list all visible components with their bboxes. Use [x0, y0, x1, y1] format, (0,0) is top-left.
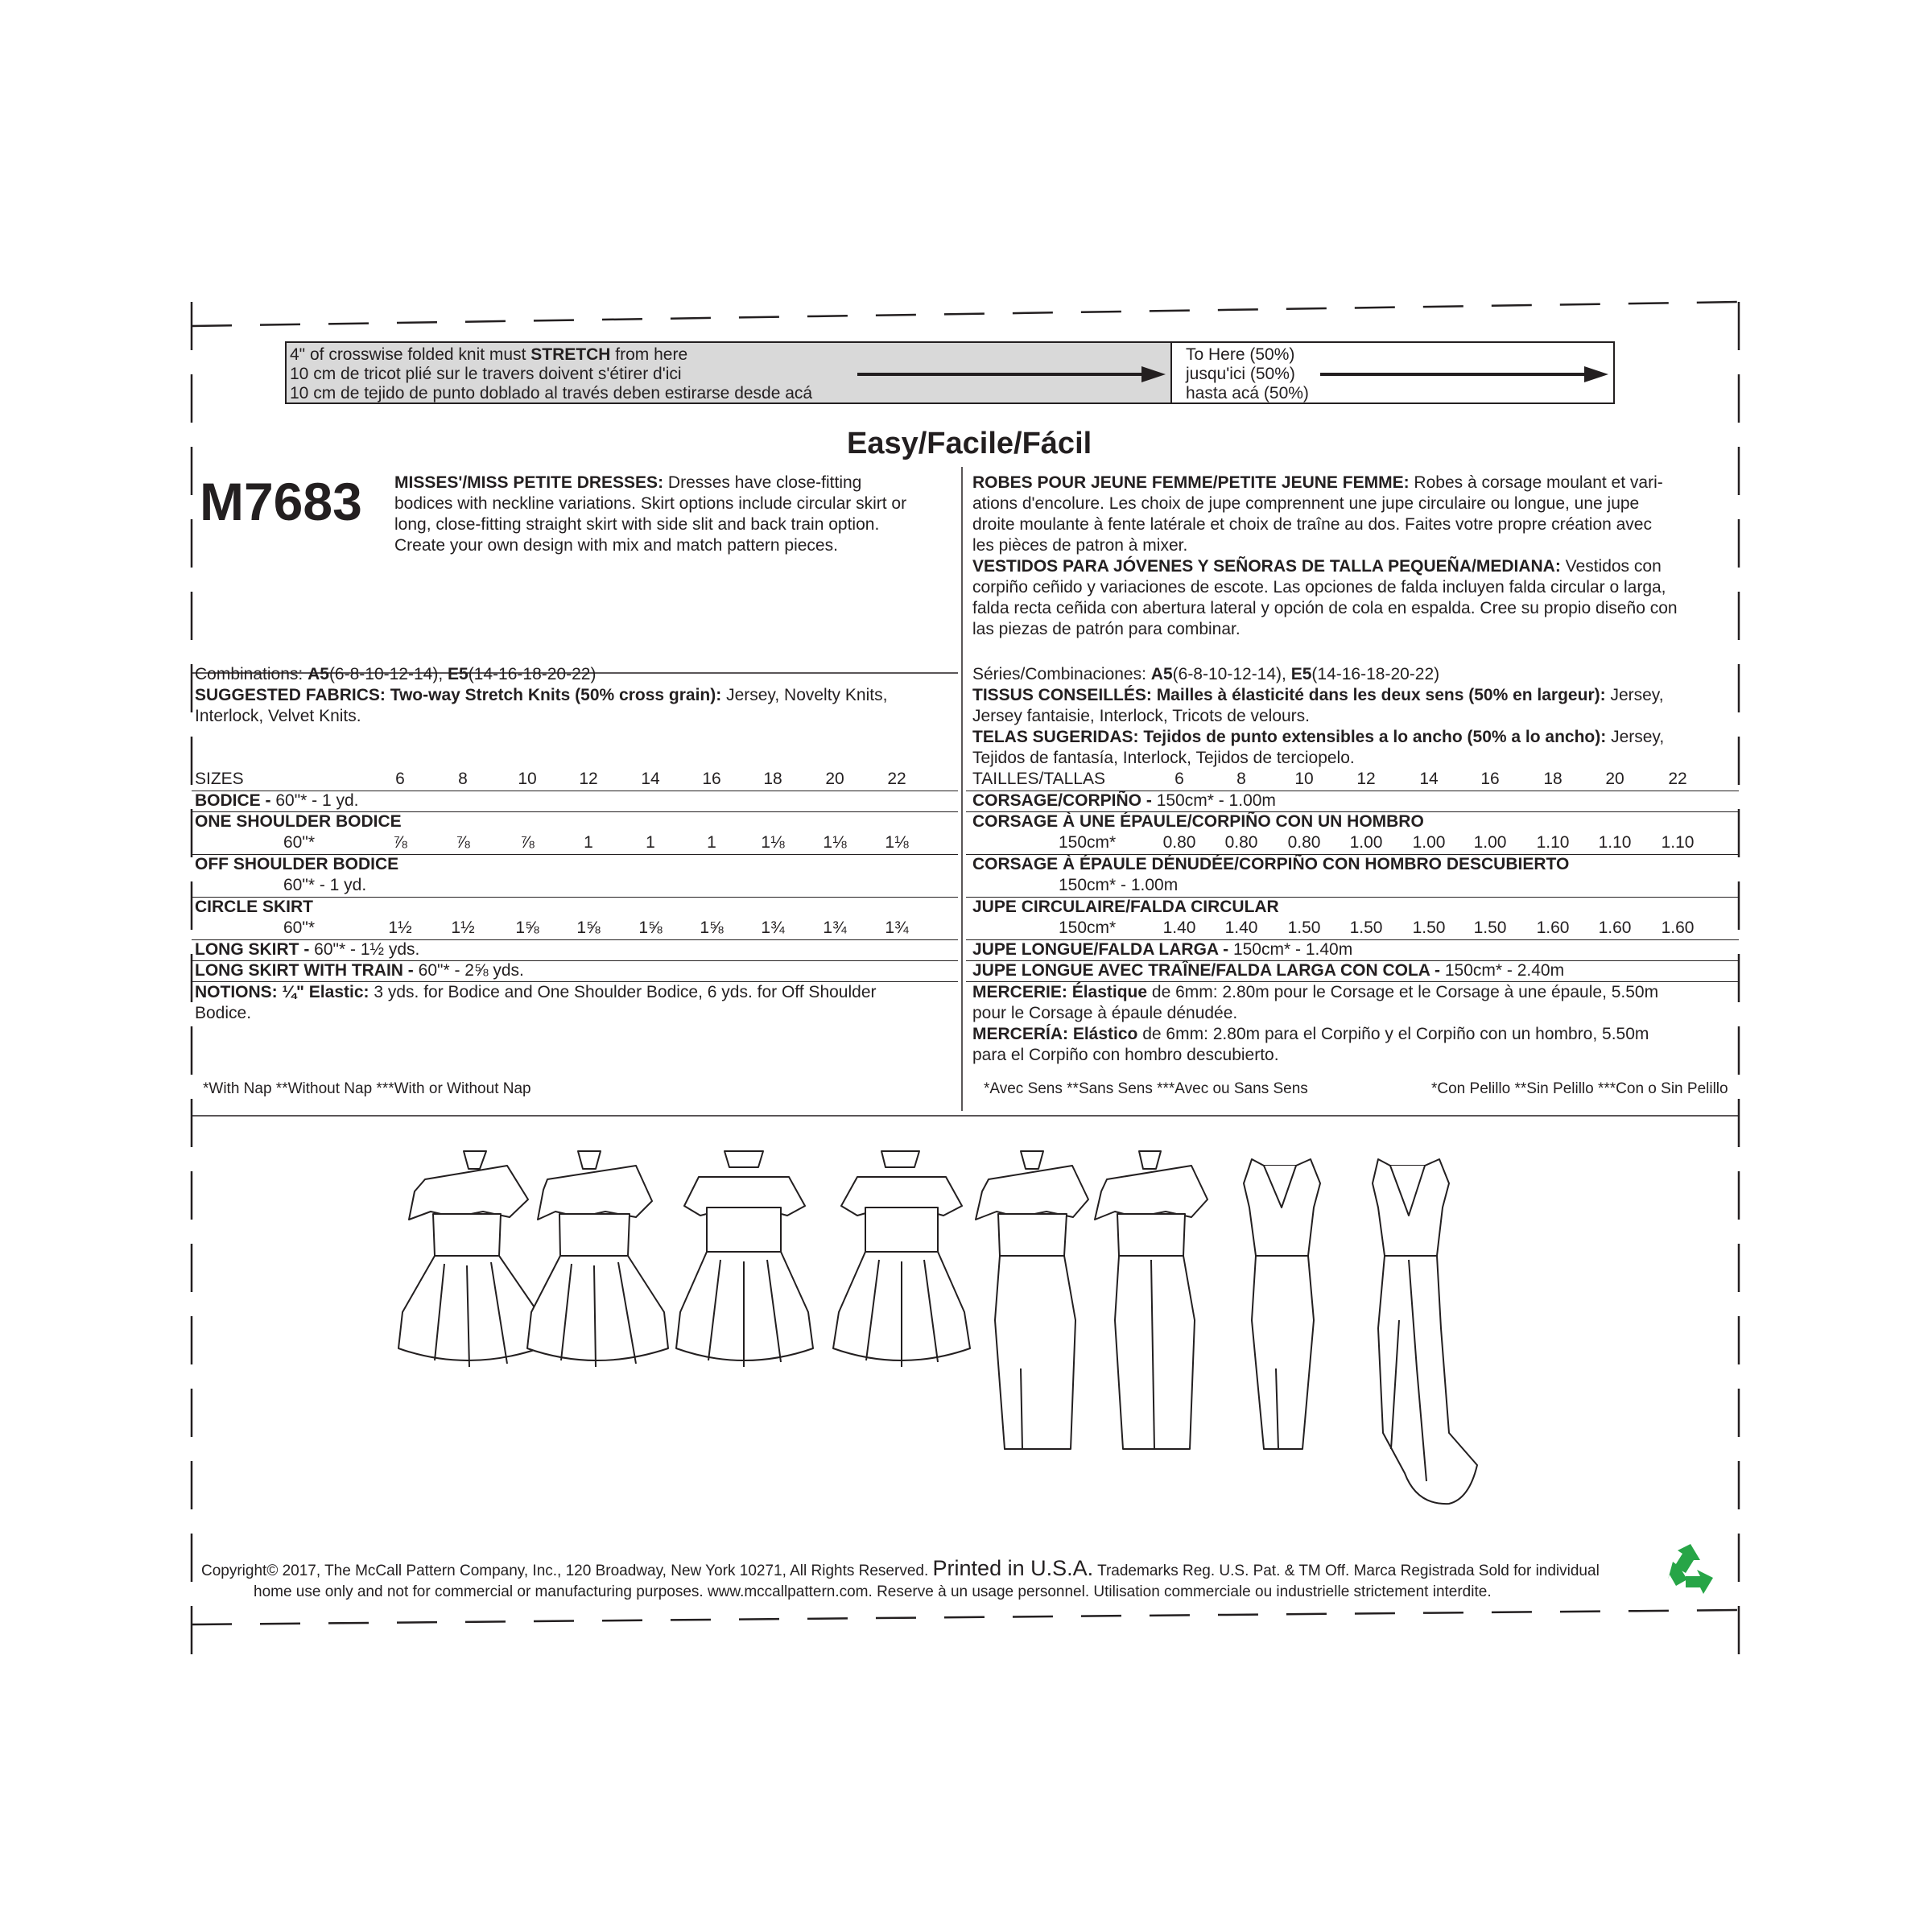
size-header-cell: 14 — [1419, 770, 1439, 788]
sketch-v-neck-long-front — [1244, 1159, 1320, 1449]
sketch-one-shoulder-circle-front — [398, 1151, 539, 1367]
gauge-left-line-1: 4" of crosswise folded knit must STRETCH from here — [290, 345, 688, 364]
one-shoulder-value-en: ⅞ — [520, 833, 535, 852]
gauge-left-line-2: 10 cm de tricot plié sur le travers doivent s'étirer d'ici — [290, 365, 682, 383]
one-shoulder-value-fr: 1.00 — [1473, 833, 1507, 852]
one-shoulder-label-fr: CORSAGE À UNE ÉPAULE/CORPIÑO CON UN HOMBRO — [972, 812, 1424, 831]
size-header-cell: 18 — [763, 770, 782, 788]
one-shoulder-value-fr: 1.10 — [1598, 833, 1632, 852]
description-fr-line-4: les pièces de patron à mixer. — [972, 536, 1188, 555]
gauge-left-line-3: 10 cm de tejido de punto doblado al través deben estirarse desde acá — [290, 384, 813, 402]
one-shoulder-value-en: 1 — [646, 833, 655, 852]
circle-skirt-value-fr: 1.60 — [1598, 919, 1632, 937]
sketch-v-back-train — [1373, 1159, 1477, 1504]
nap-legend-fr: *Avec Sens **Sans Sens ***Avec ou Sans Sens — [984, 1080, 1308, 1097]
description-en-line-3: long, close-fitting straight skirt with side slit and back train option. — [394, 515, 880, 534]
copyright-line-1: Copyright© 2017, The McCall Pattern Company, Inc., 120 Broadway, New York 10271, All Rights Reserved. Printed in U.S.A. Trademarks Reg. U.S. Pat. & TM Off. Marca Registrada Sold for individual — [201, 1556, 1600, 1580]
description-fr-line-3: droite moulante à fente latérale et choix de traîne au dos. Faites votre propre création avec — [972, 515, 1652, 534]
sketch-one-shoulder-long-back — [1095, 1151, 1208, 1449]
one-shoulder-value-fr: 0.80 — [1224, 833, 1258, 852]
description-es-line-3: falda recta ceñida con abertura lateral y opción de cola en espalda. Cree su propio diseño con — [972, 599, 1678, 617]
off-shoulder-value-en: 60"* - 1 yd. — [283, 876, 367, 894]
long-skirt-row-en: LONG SKIRT - 60"* - 1½ yds. — [195, 940, 420, 959]
description-es-line-2: corpiño ceñido y variaciones de escote. Las opciones de falda incluyen falda circular o larga, — [972, 578, 1666, 597]
circle-skirt-value-en: 1¾ — [823, 919, 847, 937]
fabrics-en-line-2: Interlock, Velvet Knits. — [195, 707, 361, 725]
sketch-one-shoulder-long-front — [976, 1151, 1088, 1449]
pattern-number: M7683 — [200, 472, 362, 531]
garment-illustrations — [398, 1151, 1477, 1504]
description-fr-line-1: ROBES POUR JEUNE FEMME/PETITE JEUNE FEMME: Robes à corsage moulant et vari- — [972, 473, 1663, 492]
off-shoulder-value-fr: 150cm* - 1.00m — [1059, 876, 1179, 894]
description-en-line-1: MISSES'/MISS PETITE DRESSES: Dresses have close-fitting — [394, 473, 862, 492]
circle-skirt-value-en: 1⅝ — [576, 919, 601, 937]
description-es-line-1: VESTIDOS PARA JÓVENES Y SEÑORAS DE TALLA PEQUEÑA/MEDIANA: Vestidos con — [972, 557, 1662, 576]
circle-skirt-value-fr: 1.50 — [1349, 919, 1383, 937]
gauge-right-line-3: hasta acá (50%) — [1186, 384, 1309, 402]
size-header-cell: 12 — [579, 770, 598, 788]
one-shoulder-value-en: 1⅛ — [885, 833, 909, 852]
one-shoulder-value-en: 1⅛ — [823, 833, 847, 852]
size-header-cell: 22 — [1668, 770, 1687, 788]
sketch-off-shoulder-circle-front — [676, 1151, 813, 1367]
long-skirt-train-row-en: LONG SKIRT WITH TRAIN - 60"* - 2⅝ yds. — [195, 961, 524, 980]
circle-skirt-value-en: 1½ — [451, 919, 475, 937]
copyright-line-2: home use only and not for commercial or manufacturing purposes. www.mccallpattern.com. Reserve à un usage personnel. Utilisation commerciale ou industrielle strictement interdite. — [254, 1583, 1492, 1600]
size-header-cell: 16 — [702, 770, 721, 788]
fabrics-fr-line-2: Jersey fantaisie, Interlock, Tricots de velours. — [972, 707, 1311, 725]
circle-skirt-width-fr: 150cm* — [1059, 919, 1117, 937]
off-shoulder-label-fr: CORSAGE À ÉPAULE DÉNUDÉE/CORPIÑO CON HOMBRO DESCUBIERTO — [972, 855, 1570, 873]
size-header-cell: 10 — [518, 770, 537, 788]
size-header-cell: 8 — [1236, 770, 1246, 788]
circle-skirt-label-fr: JUPE CIRCULAIRE/FALDA CIRCULAR — [972, 898, 1279, 916]
off-shoulder-label-en: OFF SHOULDER BODICE — [195, 855, 399, 873]
nap-legend-es: *Con Pelillo **Sin Pelillo ***Con o Sin Pelillo — [1431, 1080, 1728, 1097]
long-skirt-row-fr: JUPE LONGUE/FALDA LARGA - 150cm* - 1.40m — [972, 940, 1353, 959]
notions-en-line-1: NOTIONS: ¼" Elastic: 3 yds. for Bodice and One Shoulder Bodice, 6 yds. for Off Shoulder — [195, 983, 877, 1001]
nap-legend-en: *With Nap **Without Nap ***With or Without Nap — [203, 1080, 531, 1097]
bodice-row-en: BODICE - 60"* - 1 yd. — [195, 791, 359, 810]
size-header-cell: 18 — [1543, 770, 1563, 788]
size-header-cell: 16 — [1480, 770, 1500, 788]
circle-skirt-value-fr: 1.60 — [1661, 919, 1695, 937]
long-skirt-train-row-fr: JUPE LONGUE AVEC TRAÎNE/FALDA LARGA CON COLA - 150cm* - 2.40m — [972, 961, 1565, 980]
notions-es-line-2: para el Corpiño con hombro descubierto. — [972, 1046, 1279, 1064]
one-shoulder-value-en: ⅞ — [456, 833, 470, 852]
circle-skirt-value-en: 1¾ — [885, 919, 909, 937]
circle-skirt-value-fr: 1.40 — [1224, 919, 1258, 937]
combinations-en: Combinations: A5(6-8-10-12-14), E5(14-16-18-20-22) — [195, 665, 597, 683]
sketch-off-shoulder-circle-back — [833, 1151, 970, 1367]
circle-skirt-value-fr: 1.50 — [1287, 919, 1321, 937]
one-shoulder-value-fr: 1.00 — [1349, 833, 1383, 852]
circle-skirt-value-fr: 1.60 — [1536, 919, 1570, 937]
notions-fr-line-2: pour le Corsage à épaule dénudée. — [972, 1004, 1238, 1022]
fabrics-es-line-2: Tejidos de fantasía, Interlock, Tejidos de terciopelo. — [972, 749, 1355, 767]
one-shoulder-label-en: ONE SHOULDER BODICE — [195, 812, 402, 831]
description-en-line-2: bodices with neckline variations. Skirt options include circular skirt or — [394, 494, 907, 513]
size-header-cell: 12 — [1356, 770, 1376, 788]
fabrics-en-line-1: SUGGESTED FABRICS: Two-way Stretch Knits (50% cross grain): Jersey, Novelty Knits, — [195, 686, 888, 704]
circle-skirt-value-en: 1¾ — [761, 919, 785, 937]
circle-skirt-value-fr: 1.40 — [1162, 919, 1196, 937]
size-header-cell: 14 — [641, 770, 660, 788]
recycle-icon — [1668, 1544, 1713, 1594]
one-shoulder-value-en: 1 — [584, 833, 593, 852]
circle-skirt-value-fr: 1.50 — [1412, 919, 1446, 937]
size-header-cell: 10 — [1294, 770, 1314, 788]
one-shoulder-width-fr: 150cm* — [1059, 833, 1117, 852]
difficulty-title: Easy/Facile/Fácil — [847, 427, 1092, 460]
gauge-right-line-2: jusqu'ici (50%) — [1186, 365, 1295, 383]
notions-fr-line-1: MERCERIE: Élastique de 6mm: 2.80m pour le Corsage et le Corsage à une épaule, 5.50m — [972, 983, 1659, 1001]
one-shoulder-value-fr: 0.80 — [1162, 833, 1196, 852]
one-shoulder-value-fr: 1.10 — [1661, 833, 1695, 852]
notions-es-line-1: MERCERÍA: Elástico de 6mm: 2.80m para el Corpiño y el Corpiño con un hombro, 5.50m — [972, 1025, 1649, 1043]
notions-en-line-2: Bodice. — [195, 1004, 252, 1022]
bodice-row-fr: CORSAGE/CORPIÑO - 150cm* - 1.00m — [972, 791, 1276, 810]
size-header-cell: 22 — [887, 770, 906, 788]
one-shoulder-value-en: 1 — [707, 833, 716, 852]
circle-skirt-value-en: 1⅝ — [638, 919, 663, 937]
combinations-fr: Séries/Combinaciones: A5(6-8-10-12-14), E5(14-16-18-20-22) — [972, 665, 1440, 683]
one-shoulder-value-fr: 1.10 — [1536, 833, 1570, 852]
one-shoulder-value-fr: 0.80 — [1287, 833, 1321, 852]
size-header-cell: 6 — [1174, 770, 1184, 788]
one-shoulder-value-fr: 1.00 — [1412, 833, 1446, 852]
fabrics-es-line-1: TELAS SUGERIDAS: Tejidos de punto extensibles a lo ancho (50% a lo ancho): Jersey, — [972, 728, 1665, 746]
fabrics-fr-line-1: TISSUS CONSEILLÉS: Mailles à élasticité dans les deux sens (50% en largeur): Jersey, — [972, 686, 1664, 704]
sizes-header-fr: TAILLES/TALLAS — [972, 770, 1105, 788]
sketch-one-shoulder-circle-back — [527, 1151, 668, 1367]
description-es-line-4: las piezas de patrón para combinar. — [972, 620, 1241, 638]
one-shoulder-value-en: ⅞ — [393, 833, 407, 852]
gauge-right-line-1: To Here (50%) — [1186, 345, 1295, 364]
circle-skirt-value-fr: 1.50 — [1473, 919, 1507, 937]
circle-skirt-value-en: 1½ — [388, 919, 412, 937]
one-shoulder-width-en: 60"* — [283, 833, 315, 852]
size-header-cell: 8 — [458, 770, 468, 788]
circle-skirt-value-en: 1⅝ — [700, 919, 724, 937]
size-header-cell: 20 — [825, 770, 844, 788]
description-en-line-4: Create your own design with mix and match pattern pieces. — [394, 536, 838, 555]
size-header-cell: 20 — [1605, 770, 1624, 788]
description-fr-line-2: ations d'encolure. Les choix de jupe comprennent une jupe circulaire ou longue, une jupe — [972, 494, 1640, 513]
one-shoulder-value-en: 1⅛ — [761, 833, 785, 852]
sizes-header-en: SIZES — [195, 770, 244, 788]
size-header-cell: 6 — [395, 770, 405, 788]
circle-skirt-value-en: 1⅝ — [515, 919, 539, 937]
circle-skirt-width-en: 60"* — [283, 919, 315, 937]
circle-skirt-label-en: CIRCLE SKIRT — [195, 898, 313, 916]
